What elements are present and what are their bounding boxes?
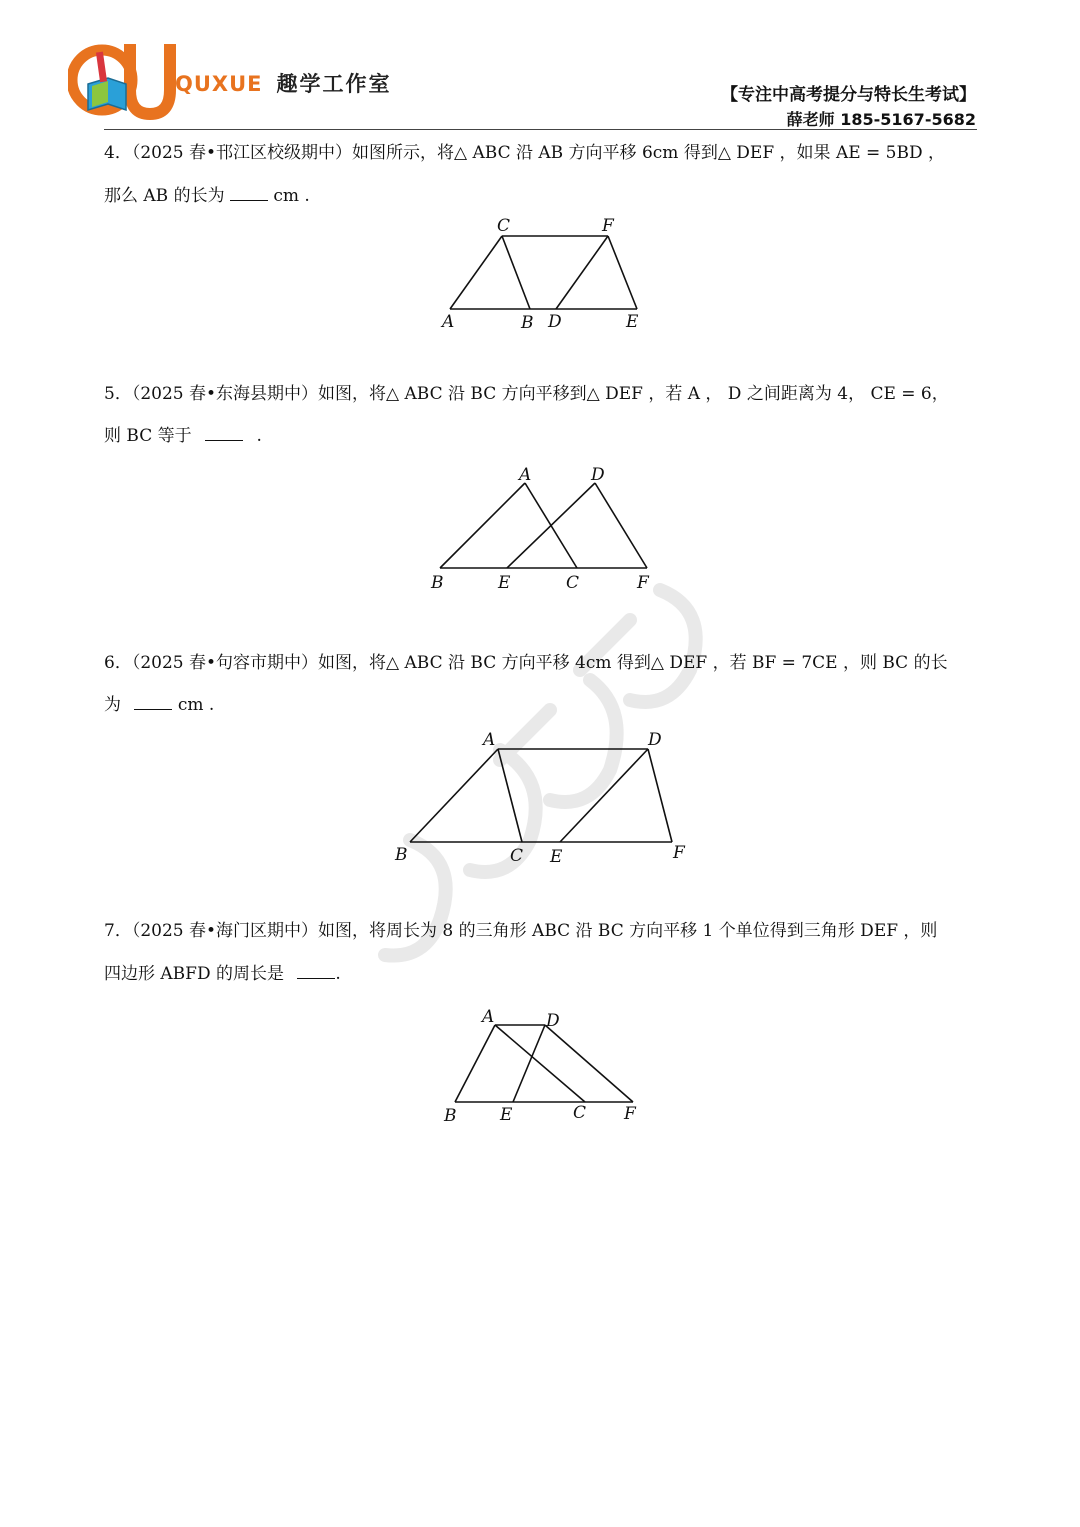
q4-label-d: D	[548, 312, 562, 332]
q4-label-a: A	[442, 312, 455, 332]
q6-label-a: A	[483, 730, 496, 750]
question-5-figure	[425, 460, 665, 595]
q6-edge-ac	[498, 749, 522, 842]
brand-name	[175, 68, 392, 98]
q6-label-b: B	[395, 845, 408, 865]
question-5-line2-after: .	[256, 426, 262, 446]
question-5-line2	[104, 423, 262, 449]
q7-label-d: D	[546, 1011, 560, 1031]
question-4-figure	[430, 212, 660, 337]
q4-label-b: B	[521, 313, 534, 333]
header-slogan: 【专注中高考提分与特长生考试】	[721, 85, 976, 105]
q6-label-f: F	[673, 843, 685, 863]
q5-label-b: B	[431, 573, 444, 593]
q7-label-a: A	[482, 1007, 495, 1027]
q6-edge-ed	[560, 749, 648, 842]
question-4-line1: 4．（2025 春•邗江区校级期中）如图所示，将△ ABC 沿 AB 方向平移 6cm 得到△ DEF ，如果 AE = 5BD ，	[104, 143, 946, 163]
q4-edge-fe	[608, 236, 637, 309]
header-contact: 薛老师 185-5167-5682	[786, 110, 976, 129]
question-7-line1: 7．（2025 春•海门区期中）如图，将周长为 8 的三角形 ABC 沿 BC 方向平移 1 个单位得到三角形 DEF ，则	[104, 921, 938, 941]
qu-logo-icon	[68, 38, 178, 122]
q5-label-e: E	[498, 573, 511, 593]
q5-edge-ba	[440, 483, 525, 568]
q6-edge-ba	[410, 749, 498, 842]
question-5-answer-blank[interactable]	[205, 424, 243, 441]
question-7-figure	[435, 1005, 655, 1130]
question-7-line2	[104, 961, 341, 987]
q4-edge-df	[556, 236, 608, 309]
brand-logo	[68, 38, 398, 122]
brand-cn: 趣学工作室	[276, 72, 392, 96]
question-6-answer-blank[interactable]	[134, 693, 172, 710]
q4-label-c: C	[497, 216, 511, 236]
header-divider	[104, 129, 977, 130]
q7-label-e: E	[500, 1105, 513, 1125]
question-4-line2	[104, 183, 310, 209]
q5-label-c: C	[566, 573, 580, 593]
question-6-figure	[390, 725, 700, 870]
q6-label-c: C	[510, 846, 524, 866]
q6-label-e: E	[550, 847, 563, 867]
q5-edge-df	[595, 483, 647, 568]
question-6-line2	[104, 692, 214, 718]
q7-label-f: F	[624, 1104, 636, 1124]
brand-en: QUXUE	[175, 72, 263, 96]
question-6-line2-before: 为	[104, 695, 121, 715]
q7-label-c: C	[573, 1103, 587, 1123]
q4-label-e: E	[626, 312, 639, 332]
q6-label-d: D	[648, 730, 662, 750]
q5-edge-ed	[507, 483, 595, 568]
q7-edge-df	[545, 1025, 633, 1102]
question-6-line1: 6．（2025 春•句容市期中）如图，将△ ABC 沿 BC 方向平移 4cm 得到△ DEF ，若 BF = 7CE ，则 BC 的长	[104, 653, 948, 673]
question-7-answer-blank[interactable]	[297, 962, 335, 979]
question-7-line2-after: .	[335, 964, 341, 984]
question-4-line2-before: 那么 AB 的长为	[104, 186, 225, 206]
question-5-line1: 5．（2025 春•东海县期中）如图，将△ ABC 沿 BC 方向平移到△ DEF ，若 A ， D 之间距离为 4， CE = 6，	[104, 384, 949, 404]
question-5-line2-before: 则 BC 等于	[104, 426, 192, 446]
question-4-line2-after: cm .	[273, 186, 310, 206]
q4-edge-cb	[502, 236, 530, 309]
q5-label-a: A	[519, 465, 532, 485]
q5-label-d: D	[591, 465, 605, 485]
q6-edge-df	[648, 749, 672, 842]
question-7-line2-before: 四边形 ABFD 的周长是	[104, 964, 285, 984]
question-4-answer-blank[interactable]	[230, 184, 268, 201]
question-6-line2-after: cm .	[177, 695, 215, 715]
q7-edge-ba	[455, 1025, 495, 1102]
q5-label-f: F	[637, 573, 649, 593]
q4-label-f: F	[602, 216, 614, 236]
q4-edge-ac	[450, 236, 502, 309]
q7-label-b: B	[444, 1106, 457, 1126]
